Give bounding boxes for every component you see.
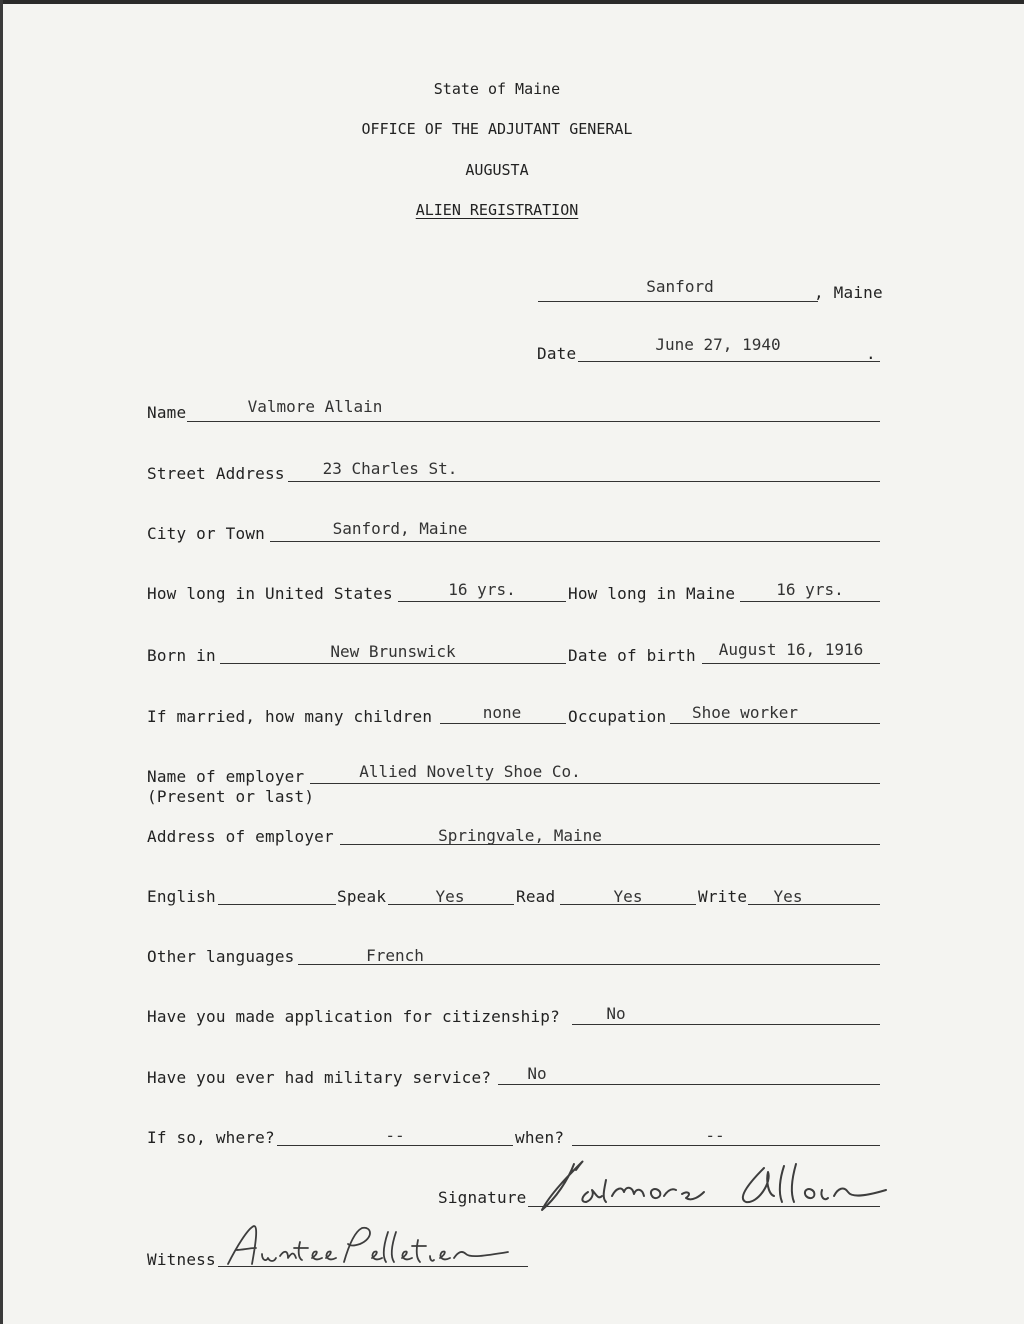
witness-handwriting	[222, 1218, 522, 1274]
children-value: none	[482, 703, 522, 722]
date-line	[578, 361, 880, 362]
dob-line	[702, 663, 880, 664]
date-end: .	[866, 344, 876, 363]
dob-value: August 16, 1916	[718, 640, 864, 659]
read-label: Read	[516, 887, 556, 906]
military-label: Have you ever had military service?	[147, 1068, 492, 1087]
witness-label: Witness	[147, 1250, 216, 1269]
occupation-line	[670, 723, 880, 724]
write-value: Yes	[773, 887, 803, 906]
write-line	[748, 904, 880, 905]
speak-line	[388, 904, 514, 905]
write-label: Write	[698, 887, 748, 906]
employer-address-line	[340, 844, 880, 845]
header-city: AUGUSTA	[465, 161, 529, 179]
speak-label: Speak	[337, 887, 387, 906]
when-value: --	[705, 1126, 725, 1145]
occupation-value: Shoe worker	[692, 703, 798, 722]
header-state: State of Maine	[433, 80, 561, 98]
name-line	[187, 421, 880, 422]
date-label: Date	[537, 344, 577, 363]
other-languages-label: Other languages	[147, 947, 295, 966]
dob-label: Date of birth	[568, 646, 696, 665]
maine-years-value: 16 yrs.	[776, 580, 844, 599]
name-label: Name	[147, 403, 187, 422]
us-years-line	[398, 601, 566, 602]
employer-address-value: Springvale, Maine	[438, 826, 602, 845]
citizenship-line	[572, 1024, 880, 1025]
born-line	[220, 663, 566, 664]
where-label: If so, where?	[147, 1128, 275, 1147]
street-label: Street Address	[147, 464, 285, 483]
date-value: June 27, 1940	[655, 335, 781, 354]
signature-handwriting	[536, 1150, 916, 1220]
place-suffix: , Maine	[814, 283, 883, 302]
other-languages-line	[298, 964, 880, 965]
city-label: City or Town	[147, 524, 265, 543]
where-value: --	[385, 1126, 405, 1145]
city-value: Sanford, Maine	[332, 519, 468, 538]
street-value: 23 Charles St.	[322, 459, 458, 478]
other-languages-value: French	[366, 946, 424, 965]
when-line	[572, 1145, 880, 1146]
children-label: If married, how many children	[147, 707, 433, 726]
us-years-label: How long in United States	[147, 584, 393, 603]
employer-sublabel: (Present or last)	[147, 787, 315, 806]
where-line	[277, 1145, 513, 1146]
employer-value: Allied Novelty Shoe Co.	[359, 762, 581, 781]
maine-years-label: How long in Maine	[568, 584, 736, 603]
place-line	[538, 301, 818, 302]
speak-value: Yes	[435, 887, 465, 906]
employer-label: Name of employer	[147, 767, 305, 786]
occupation-label: Occupation	[568, 707, 667, 726]
employer-line	[310, 783, 880, 784]
military-line	[498, 1084, 880, 1085]
children-line	[440, 723, 566, 724]
form-title: ALIEN REGISTRATION	[415, 201, 579, 219]
citizenship-value: No	[606, 1004, 626, 1023]
city-line	[270, 541, 880, 542]
military-value: No	[527, 1064, 547, 1083]
citizenship-label: Have you made application for citizenship?	[147, 1007, 560, 1026]
header-office: OFFICE OF THE ADJUTANT GENERAL	[361, 120, 633, 138]
english-line	[218, 904, 336, 905]
street-line	[288, 481, 880, 482]
read-line	[560, 904, 696, 905]
born-value: New Brunswick	[330, 642, 456, 661]
when-label: when?	[515, 1128, 565, 1147]
name-value: Valmore Allain	[247, 397, 383, 416]
scan-border-left	[0, 0, 3, 1324]
scan-border-top	[0, 0, 1024, 4]
read-value: Yes	[613, 887, 643, 906]
born-label: Born in	[147, 646, 216, 665]
us-years-value: 16 yrs.	[448, 580, 516, 599]
place-value: Sanford	[646, 277, 714, 296]
maine-years-line	[740, 601, 880, 602]
english-label: English	[147, 887, 216, 906]
employer-address-label: Address of employer	[147, 827, 334, 846]
signature-label: Signature	[438, 1188, 527, 1207]
